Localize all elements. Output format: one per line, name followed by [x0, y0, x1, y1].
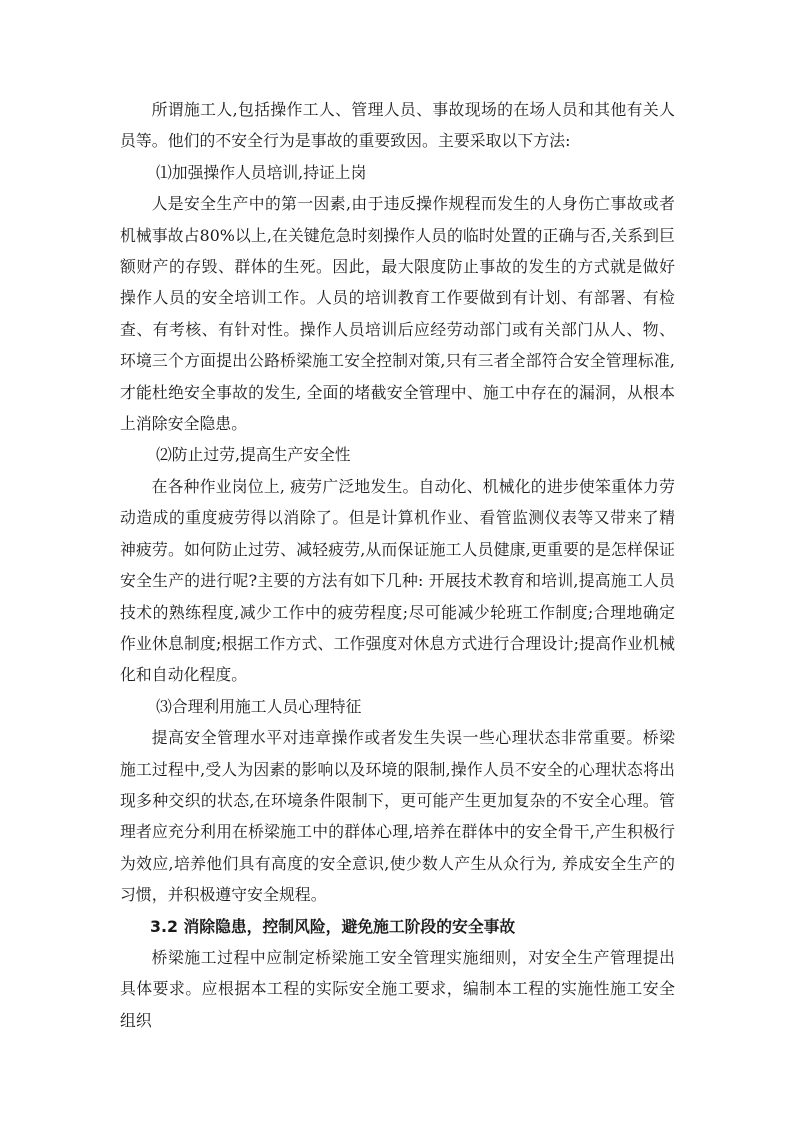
- subheading-3: ⑶合理利用施工人员心理特征: [156, 696, 362, 716]
- document-page: [120, 94, 675, 1036]
- paragraph-4: 桥梁施工过程中应制定桥梁施工安全管理实施细则，对安全生产管理提出具体要求。应根据本工程的实际安全施工要求，编制本工程的实施性施工安全组织: [120, 947, 675, 1030]
- paragraph-2: 在各种作业岗位上, 疲劳广泛地发生。自动化、机械化的进步使笨重体力劳动造成的重度疲劳得以消除了。但是计算机作业、看管监测仪表等又带来了精神疲劳。如何防止过劳、减轻疲劳,从而保证施工人员健康,更重要的是怎样保证安全生产的进行呢?主要的方法有如下几种: 开展技术教育和培训,提高施工人员技术的熟练程度,减少工作中的疲劳程度;尽可能减少轮班工作制度;合理地确定作业休息制度;根据工作方式、工作强度对休息方式进行合理设计;提高作业机械化和自动化程度。: [120, 476, 675, 685]
- subheading-2: ⑵防止过劳,提高生产安全性: [156, 445, 351, 465]
- section-heading: 3.2 消除隐患，控制风险，避免施工阶段的安全事故: [150, 916, 516, 936]
- paragraph-3: 提高安全管理水平对违章操作或者发生失误一些心理状态非常重要。桥梁施工过程中,受人为因素的影响以及环境的限制,操作人员不安全的心理状态将出现多种交织的状态,在环境条件限制下，更可能产生更加复杂的不安全心理。管理者应充分利用在桥梁施工中的群体心理,培养在群体中的安全骨干,产生积极行为效应,培养他们具有高度的安全意识,使少数人产生从众行为, 养成安全生产的习惯，并积极遵守安全规程。: [120, 728, 675, 905]
- subheading-1: ⑴加强操作人员培训,持证上岗: [156, 162, 367, 182]
- paragraph-1: 人是安全生产中的第一因素,由于违反操作规程而发生的人身伤亡事故或者机械事故占80%以上,在关键危急时刻操作人员的临时处置的正确与否,关系到巨额财产的存毁、群体的生死。因此，最大限度防止事故的发生的方式就是做好操作人员的安全培训工作。人员的培训教育工作要做到有计划、有部署、有检查、有考核、有针对性。操作人员培训后应经劳动部门或有关部门从人、物、环境三个方面提出公路桥梁施工安全控制对策,只有三者全部符合安全管理标准,才能杜绝安全事故的发生, 全面的堵截安全管理中、施工中存在的漏洞，从根本上消除安全隐患。: [120, 194, 675, 434]
- intro-paragraph: 所谓施工人,包括操作工人、管理人员、事故现场的在场人员和其他有关人员等。他们的不安全行为是事故的重要致因。主要采取以下方法:: [120, 100, 675, 151]
